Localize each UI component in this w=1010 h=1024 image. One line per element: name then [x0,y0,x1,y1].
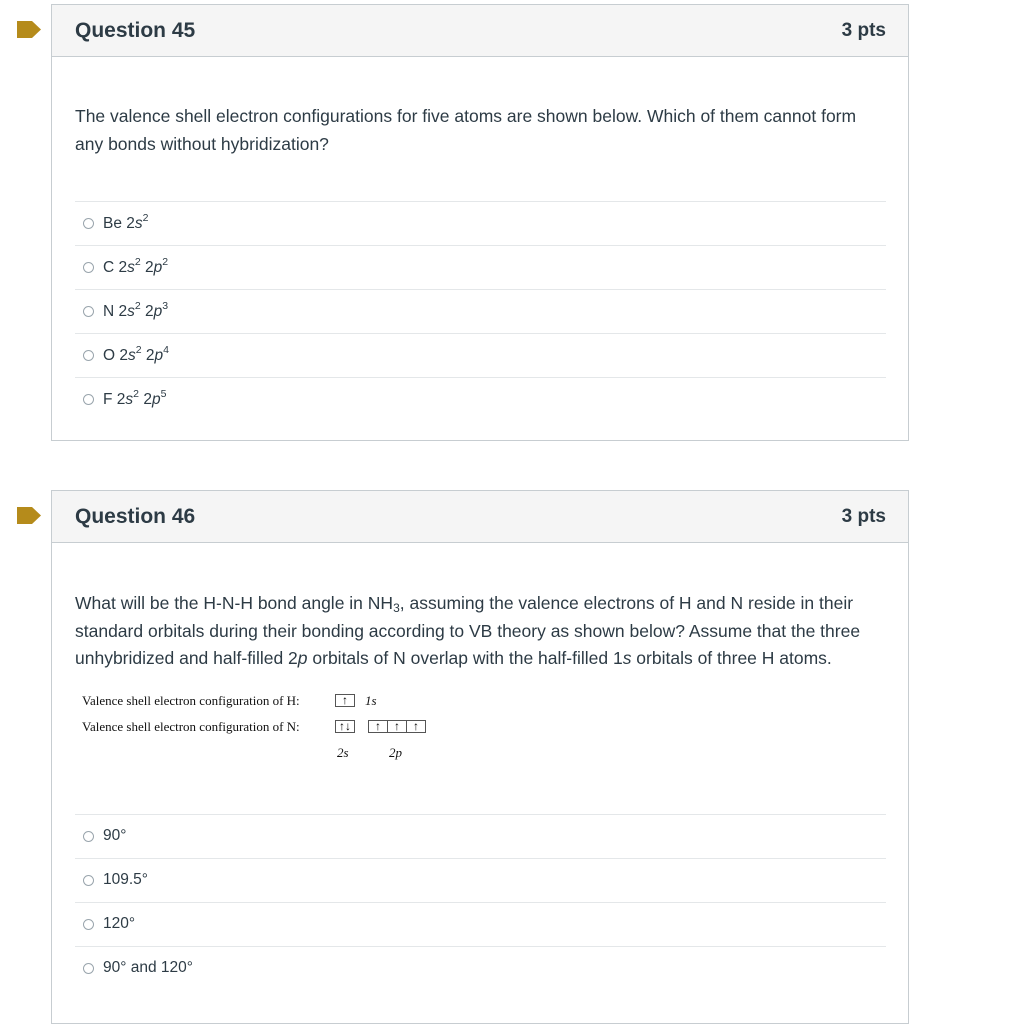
answer-label: 109.5° [103,871,148,888]
question-text: The valence shell electron configurations for five atoms are shown below. Which of them cannot form any bonds without hybridization? [75,106,857,154]
answer-label: 90° [103,827,127,844]
radio-button[interactable] [83,875,94,886]
answer-option[interactable] [75,201,886,245]
answer-option[interactable] [75,289,886,333]
h-configuration-label: Valence shell electron configuration of H: [82,692,300,708]
radio-button[interactable] [83,963,94,974]
question-points: 3 pts [841,505,886,527]
question-45 [51,4,909,441]
2p-label: 2p [389,744,402,760]
h-1s-label: 1s [365,692,377,708]
answer-label: 120° [103,915,136,932]
question-header [52,491,908,543]
answer-label: N $2s^2$ $2p^3$ [103,299,169,320]
radio-button[interactable] [83,262,94,273]
answer-option[interactable] [75,858,886,902]
question-points: 3 pts [841,19,886,41]
answer-label: F $2s^2$ $2p^5$ [103,387,167,408]
n-2p-orbital-boxes: ↑ ↑ ↑ [368,720,426,733]
radio-button[interactable] [83,831,94,842]
answer-option[interactable] [75,902,886,946]
answer-option[interactable] [75,245,886,289]
radio-button[interactable] [83,919,94,930]
n-configuration-label: Valence shell electron configuration of N: [82,718,300,734]
answer-option[interactable] [75,333,886,377]
question-46 [51,490,909,1024]
radio-button[interactable] [83,350,94,361]
question-title: Question 45 [75,18,196,42]
answer-option[interactable] [75,377,886,421]
question-header [52,5,908,57]
question-text: What will be the H-N-H bond angle in $NH_3$, assuming the valence electrons of H and N reside in their standard orbitals during their bonding according to VB theory as shown below? Assume that the three unhybridized and half-filled 2p orbitals of N overlap with the half-filled 1s orbitals of three H atoms. [75,593,861,668]
h-1s-orbital-box: ↑ [335,694,355,707]
2s-label: 2s [337,744,349,760]
radio-button[interactable] [83,394,94,405]
answer-option[interactable] [75,814,886,858]
flag-icon[interactable] [17,507,41,524]
electron-configuration-diagram [75,691,886,771]
answer-label: C $2s^2$ $2p^2$ [103,255,169,276]
radio-button[interactable] [83,218,94,229]
n-2s-orbital-box: ↑↓ [335,720,355,733]
question-title: Question 46 [75,504,196,528]
answer-label: 90° and 120° [103,959,193,976]
answer-label: O $2s^2$ $2p^4$ [103,343,169,364]
answer-option[interactable] [75,946,886,990]
radio-button[interactable] [83,306,94,317]
answer-label: Be $2s^2$ [103,211,149,232]
answer-list [75,201,886,421]
answer-list [75,814,886,990]
flag-icon[interactable] [17,21,41,38]
